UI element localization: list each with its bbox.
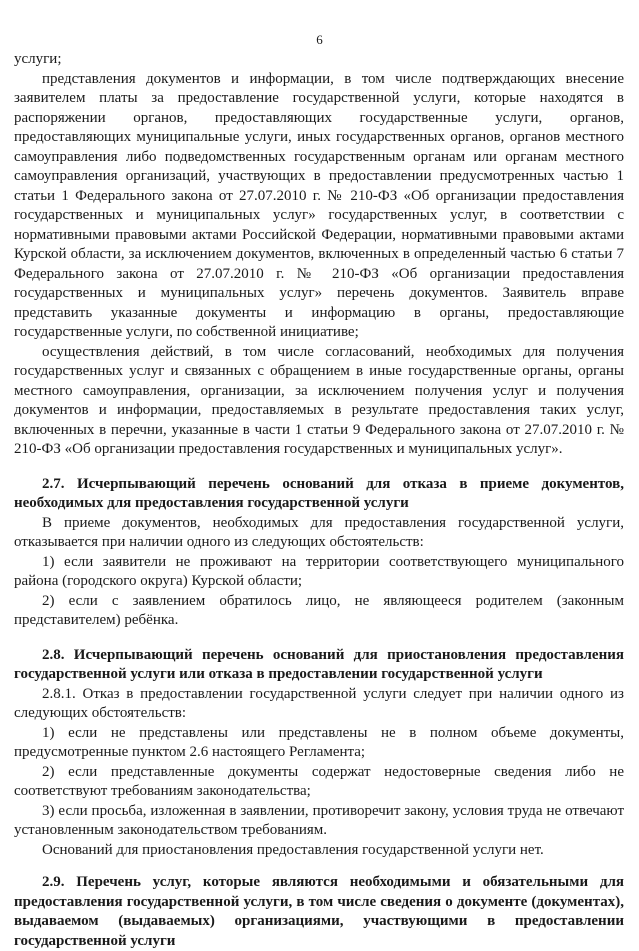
section-heading-2-8: 2.8. Исчерпывающий перечень оснований для приостановления предоставления государственной услуги или отказа в предоставлении государственной услуги — [14, 646, 624, 682]
section-heading-2-9: 2.9. Перечень услуг, которые являются необходимыми и обязательными для предоставления государственной услуги, в том числе сведения о документе (документах), выдаваемом (выдаваемых) организациями, участвующими в предоставлении государственной услуги — [14, 874, 624, 949]
document-body — [14, 50, 624, 951]
list-item-refusal-2: 2) если с заявлением обратилось лицо, не являющееся родителем (законным представителем) ребёнка. — [14, 592, 624, 628]
list-item-denial-3: 3) если просьба, изложенная в заявлении, противоречит закону, условия труда не отвечают установленным законодательством требованиям. — [14, 802, 624, 838]
page-number: 6 — [316, 32, 323, 47]
paragraph-actions-approvals: осуществления действий, в том числе согласований, необходимых для получения государственных услуг и связанных с обращением в иные государственные органы, органы местного самоуправления, организации, за исключением получения услуг и получения документов и информации, предоставляемых в результате предоставления таких услуг, включенных в перечни, указанные в части 1 статьи 9 Федерального закона от 27.07.2010 г. № 210-ФЗ «Об организации предоставления государственных и муниципальных услуг». — [14, 343, 624, 457]
paragraph-documents-provision: представления документов и информации, в том числе подтверждающих внесение заявителем платы за предоставление государственной услуги, которые находятся в распоряжении органов, предоставляющих государственные услуги, органов, предоставляющих муниципальные услуги, иных государственных органов, органов местного самоуправления либо подведомственных государственным органам или органам местного самоуправления организаций, участвующих в предоставлении предусмотренных частью 1 статьи 1 Федерального закона от 27.07.2010 г. № 210-ФЗ «Об организации предоставления государственных и муниципальных услуг» государственных услуг, в соответствии с нормативными правовыми актами Российской Федерации, нормативными правовыми актами Курской области, за исключением документов, включенных в определенный частью 6 статьи 7 Федерального закона от 27.07.2010 г. № 210-ФЗ «Об организации предоставления государственных и муниципальных услуг» перечень документов. Заявитель вправе представить указанные документы и информацию в органы, предоставляющие государственные услуги, по собственной инициативе; — [14, 70, 624, 340]
section-heading-2-7: 2.7. Исчерпывающий перечень оснований для отказа в приеме документов, необходимых для предоставления государственной услуги — [14, 475, 624, 511]
paragraph-services-end: услуги; — [14, 51, 62, 67]
paragraph-no-suspension: Оснований для приостановления предоставления государственной услуги нет. — [42, 841, 544, 858]
paragraph-refusal-intro: В приеме документов, необходимых для предоставления государственной услуги, отказывается при наличии одного из следующих обстоятельств: — [14, 514, 624, 550]
list-item-refusal-1: 1) если заявители не проживают на территории соответствующего муниципального района (городского округа) Курской области; — [14, 553, 624, 589]
list-item-denial-1: 1) если не представлены или представлены не в полном объеме документы, предусмотренные пунктом 2.6 настоящего Регламента; — [14, 724, 624, 760]
paragraph-2-8-1: 2.8.1. Отказ в предоставлении государственной услуги следует при наличии одного из следующих обстоятельств: — [14, 685, 624, 721]
list-item-denial-2: 2) если представленные документы содержат недостоверные сведения либо не соответствуют требованиям законодательства; — [14, 763, 624, 799]
